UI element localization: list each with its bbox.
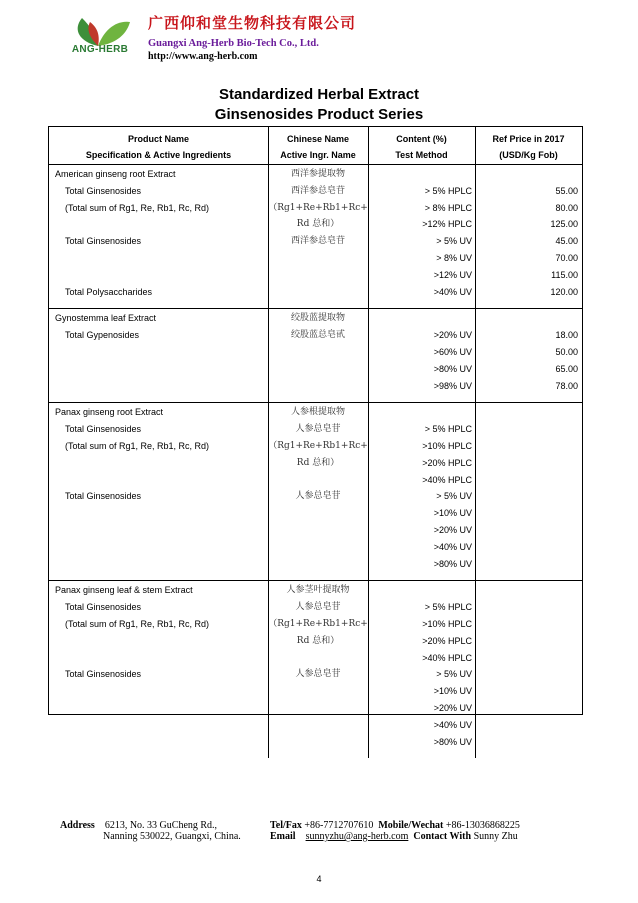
price-cell: 45.00 — [555, 236, 578, 247]
chinese-name-cell: （Rg1+Re+Rb1+Rc+ — [268, 618, 368, 629]
tel-label: Tel/Fax — [270, 820, 302, 831]
chinese-name-cell: 西洋参提取物 — [290, 169, 345, 179]
chinese-name-cell: 西洋参总皂苷 — [290, 236, 345, 247]
header-product-name — [49, 131, 268, 163]
product-name-cell: Gynostemma leaf Extract — [55, 313, 157, 324]
chinese-name-cell: Rd 总和） — [296, 457, 340, 468]
content-cell: > 8% HPLC — [424, 202, 472, 213]
content-cell: > 5% HPLC — [424, 602, 472, 613]
content-cell: >10% UV — [433, 508, 472, 519]
content-cell: >40% HPLC — [422, 474, 472, 485]
mobile-label: Mobile/Wechat — [378, 820, 444, 831]
content-cell: >20% HPLC — [422, 635, 472, 646]
contact-label: Contact With — [413, 831, 472, 842]
company-name-chinese: 广西仰和堂生物科技有限公司 — [148, 14, 357, 32]
header-label: Chinese Name — [286, 134, 350, 144]
product-section — [49, 308, 582, 403]
price-cell: 78.00 — [555, 380, 578, 391]
table-header — [49, 127, 582, 165]
price-cell: 70.00 — [555, 253, 578, 263]
content-cell: >20% HPLC — [422, 457, 472, 468]
company-website[interactable]: http://www.ang-herb.com — [148, 51, 258, 62]
content-cell: >20% UV — [433, 524, 472, 535]
product-section — [49, 580, 582, 758]
header-content — [368, 131, 475, 163]
product-name-cell: (Total sum of Rg1, Re, Rb1, Rc, Rd) — [65, 202, 210, 213]
content-cell: > 5% UV — [436, 491, 472, 502]
content-cell: >40% HPLC — [422, 652, 472, 663]
chinese-name-cell: 绞股蓝提取物 — [290, 313, 345, 324]
product-name-cell: Total Polysaccharides — [65, 286, 153, 297]
chinese-name-cell: （Rg1+Re+Rb1+Rc+ — [268, 440, 368, 451]
product-name-cell: Total Ginsenosides — [65, 491, 142, 502]
doc-title: Standardized Herbal Extract — [218, 86, 420, 103]
header-label: Content (%) — [396, 134, 447, 144]
content-cell: >40% UV — [433, 719, 472, 730]
content-cell: >80% UV — [433, 736, 472, 747]
footer-contact — [270, 820, 520, 842]
price-cell: 65.00 — [555, 363, 578, 374]
product-name-cell: Total Gypenosides — [65, 330, 140, 341]
product-name-cell: Total Ginsenosides — [65, 602, 142, 613]
price-cell: 55.00 — [555, 185, 578, 196]
content-cell: >12% UV — [433, 269, 472, 280]
content-cell: >40% UV — [433, 286, 472, 297]
content-cell: >10% HPLC — [422, 618, 472, 629]
content-cell: > 5% HPLC — [424, 185, 472, 196]
footer-address — [60, 820, 241, 842]
product-section — [49, 164, 582, 309]
chinese-name-cell: 人参总皂苷 — [295, 424, 341, 435]
product-name-cell: Panax ginseng leaf & stem Extract — [55, 585, 193, 596]
col-divider — [475, 580, 476, 758]
email-link[interactable]: sunnyzhu@ang-herb.com — [305, 831, 409, 842]
content-cell: >98% UV — [433, 380, 472, 391]
product-section — [49, 402, 582, 581]
content-cell: >80% UV — [433, 558, 472, 569]
content-cell: >10% UV — [433, 686, 472, 697]
email-label: Email — [270, 831, 296, 842]
header-label: Specification & Active Ingredients — [85, 150, 232, 160]
price-cell: 18.00 — [555, 330, 578, 341]
header-label: Test Method — [395, 150, 448, 160]
content-cell: > 5% HPLC — [424, 424, 472, 435]
content-cell: >12% HPLC — [422, 219, 472, 230]
chinese-name-cell: 西洋参总皂苷 — [290, 185, 345, 196]
price-cell: 80.00 — [555, 202, 578, 213]
page-number: 4 — [316, 874, 322, 884]
header-label: Ref Price in 2017 — [492, 134, 565, 144]
chinese-name-cell: 人参根提取物 — [290, 407, 345, 418]
mobile-number: +86-13036868225 — [445, 820, 520, 831]
chinese-name-cell: 人参总皂苷 — [295, 669, 341, 680]
chinese-name-cell: 人参总皂苷 — [295, 491, 341, 502]
header-label: Product Name — [127, 134, 189, 144]
content-cell: >10% HPLC — [422, 440, 472, 451]
content-cell: >20% UV — [433, 702, 472, 713]
address-line2: Nanning 530022, Guangxi, China. — [103, 831, 241, 842]
product-name-cell: Total Ginsenosides — [65, 236, 142, 247]
content-cell: > 5% UV — [436, 669, 472, 680]
price-cell: 120.00 — [550, 286, 578, 297]
header-label: Active Ingr. Name — [280, 150, 356, 160]
chinese-name-cell: （Rg1+Re+Rb1+Rc+ — [268, 202, 368, 213]
product-name-cell: American ginseng root Extract — [55, 169, 176, 179]
product-name-cell: Total Ginsenosides — [65, 424, 142, 435]
content-cell: > 8% UV — [436, 253, 472, 263]
content-cell: >80% UV — [433, 363, 472, 374]
product-name-cell: (Total sum of Rg1, Re, Rb1, Rc, Rd) — [65, 440, 210, 451]
logo-text: ANG-HERB — [71, 44, 129, 55]
address-line1: 6213, No. 33 GuCheng Rd., — [104, 820, 218, 831]
product-name-cell: Panax ginseng root Extract — [55, 407, 164, 418]
company-name-english: Guangxi Ang-Herb Bio-Tech Co., Ltd. — [148, 38, 319, 49]
content-cell: > 5% UV — [436, 236, 472, 247]
product-table — [48, 126, 583, 747]
header-chinese-name — [268, 131, 368, 163]
price-cell: 125.00 — [550, 219, 578, 230]
product-name-cell: Total Ginsenosides — [65, 669, 142, 680]
contact-name: Sunny Zhu — [473, 831, 518, 842]
chinese-name-cell: 人参茎叶提取物 — [286, 585, 350, 596]
content-cell: >20% UV — [433, 330, 472, 341]
address-label: Address — [60, 820, 95, 831]
doc-subtitle: Ginsenosides Product Series — [214, 106, 424, 123]
price-cell: 115.00 — [551, 269, 578, 280]
chinese-name-cell: Rd 总和） — [296, 635, 340, 646]
tel-number: +86-7712707610 — [304, 820, 374, 831]
product-name-cell: Total Ginsenosides — [65, 185, 142, 196]
col-divider — [475, 402, 476, 580]
chinese-name-cell: 绞股蓝总皂甙 — [290, 330, 345, 341]
content-cell: >60% UV — [433, 346, 472, 357]
product-name-cell: (Total sum of Rg1, Re, Rb1, Rc, Rd) — [65, 618, 210, 629]
chinese-name-cell: Rd 总和） — [296, 219, 340, 230]
chinese-name-cell: 人参总皂苷 — [295, 602, 341, 613]
header-label: (USD/Kg Fob) — [499, 150, 558, 160]
header-price — [475, 131, 582, 163]
price-cell: 50.00 — [555, 346, 578, 357]
content-cell: >40% UV — [433, 541, 472, 552]
